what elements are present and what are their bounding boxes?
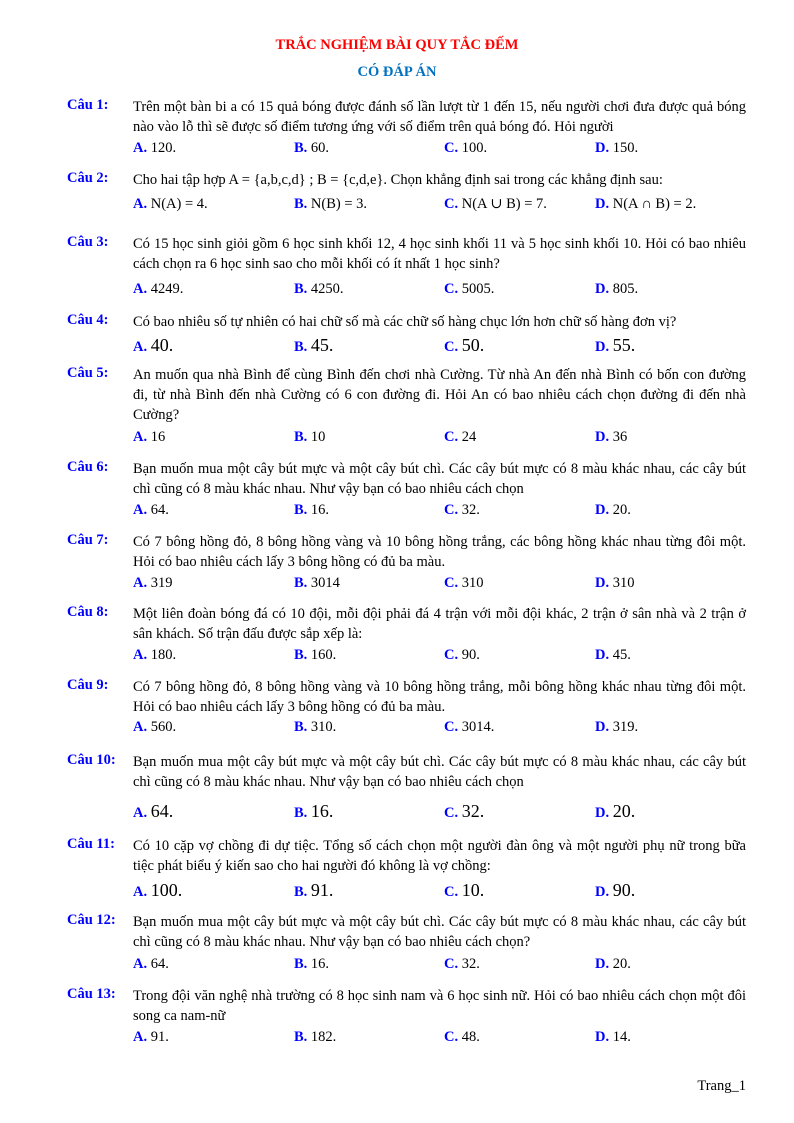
option-value: 10	[310, 429, 326, 445]
option-value: 64.	[150, 956, 169, 972]
option-value: 91.	[310, 880, 334, 900]
option-value: 805.	[612, 281, 639, 297]
option-value: 182.	[310, 1029, 337, 1045]
answer-option[interactable]	[595, 801, 635, 822]
answer-option[interactable]	[294, 429, 325, 446]
option-letter: C.	[444, 805, 459, 821]
option-letter: A.	[133, 956, 148, 972]
option-letter: B.	[294, 140, 308, 156]
answer-option[interactable]	[595, 502, 631, 519]
answer-options	[0, 281, 794, 301]
question-text: Trong đội văn nghệ nhà trường có 8 học sinh nam và 6 học sinh nữ. Hỏi có bao nhiêu cách chọn một đôi song ca nam-nữ	[133, 988, 746, 1024]
answer-option[interactable]	[444, 880, 484, 901]
option-letter: A.	[133, 719, 148, 735]
answer-option[interactable]	[133, 956, 169, 973]
question-text: Một liên đoàn bóng đá có 10 đội, mỗi đội phải đá 4 trận với mỗi đội khác, 2 trận ở sân nhà và 2 trận ở sân khách. Số trận đấu được sắp xếp là:	[133, 606, 746, 642]
answer-option[interactable]	[294, 1029, 336, 1046]
answer-options	[0, 502, 794, 522]
answer-option[interactable]	[133, 335, 173, 356]
option-letter: C.	[444, 719, 459, 735]
option-letter: C.	[444, 956, 459, 972]
option-letter: D.	[595, 140, 610, 156]
option-letter: A.	[133, 647, 148, 663]
option-letter: B.	[294, 647, 308, 663]
question-text: Bạn muốn mua một cây bút mực và một cây bút chì. Các cây bút mực có 8 màu khác nhau, các cây bút chì cũng có 8 màu khác nhau. Như vậy bạn có bao nhiêu cách chọn?	[133, 914, 746, 950]
answer-option[interactable]	[444, 335, 484, 356]
option-letter: C.	[444, 1029, 459, 1045]
page-footer: Trang_1	[697, 1078, 746, 1094]
question-text: Có 10 cặp vợ chồng đi dự tiệc. Tổng số cách chọn một người đàn ông và một người phụ nữ trong bữa tiệc phát biểu ý kiến sao cho hai người đó không là vợ chồng:	[133, 838, 746, 874]
question-label: Câu 8:	[67, 604, 109, 620]
option-value: 16	[150, 429, 166, 445]
question-label: Câu 11:	[67, 836, 115, 852]
question-label: Câu 6:	[67, 459, 109, 475]
answer-options	[0, 956, 794, 976]
question-label: Câu 1:	[67, 97, 109, 113]
option-value: 180.	[150, 647, 177, 663]
answer-option[interactable]	[133, 196, 208, 213]
option-letter: A.	[133, 140, 148, 156]
answer-option[interactable]	[294, 801, 333, 822]
answer-option[interactable]	[444, 801, 484, 822]
option-letter: A.	[133, 575, 148, 591]
answer-option[interactable]	[444, 140, 487, 157]
answer-options	[0, 880, 794, 900]
option-value: 310	[612, 575, 635, 591]
answer-options	[0, 335, 794, 355]
option-letter: D.	[595, 956, 610, 972]
answer-option[interactable]	[133, 719, 176, 736]
option-letter: C.	[444, 281, 459, 297]
option-letter: A.	[133, 805, 148, 821]
question-text: Có 7 bông hồng đỏ, 8 bông hồng vàng và 10 bông hồng trắng, mỗi bông hồng khác nhau từng đôi một. Hỏi có bao nhiêu cách lấy 3 bông hồng có đủ ba màu.	[133, 679, 746, 715]
option-value: 64.	[150, 502, 169, 518]
answer-option[interactable]	[444, 1029, 480, 1046]
question-label: Câu 3:	[67, 234, 109, 250]
option-letter: D.	[595, 502, 610, 518]
option-value: N(A ∪ B) = 7.	[461, 196, 547, 212]
answer-option[interactable]	[294, 575, 340, 592]
answer-option[interactable]	[444, 719, 494, 736]
answer-option[interactable]	[294, 196, 367, 213]
option-letter: D.	[595, 1029, 610, 1045]
answer-option[interactable]	[444, 956, 480, 973]
answer-option[interactable]	[133, 801, 173, 822]
question-text: Cho hai tập hợp A = {a,b,c,d} ; B = {c,d,e}. Chọn khẳng định sai trong các khẳng định sau:	[133, 172, 663, 188]
option-value: 10.	[461, 880, 485, 900]
answer-option[interactable]	[595, 719, 638, 736]
option-value: 60.	[310, 140, 330, 156]
option-letter: D.	[595, 429, 610, 445]
answer-option[interactable]	[133, 140, 176, 157]
answer-options	[0, 575, 794, 595]
question-text: Bạn muốn mua một cây bút mực và một cây bút chì. Các cây bút mực có 8 màu khác nhau, các cây bút chì cũng có 8 màu khác nhau. Như vậy bạn có bao nhiêu cách chọn	[133, 754, 746, 790]
answer-option[interactable]	[294, 502, 329, 519]
answer-option[interactable]	[133, 429, 165, 446]
option-value: 16.	[310, 801, 334, 821]
option-value: 319	[150, 575, 173, 591]
option-letter: B.	[294, 719, 308, 735]
answer-option[interactable]	[444, 281, 494, 298]
option-letter: B.	[294, 575, 308, 591]
option-value: 24	[461, 429, 477, 445]
option-letter: A.	[133, 884, 148, 900]
answer-option[interactable]	[595, 196, 696, 213]
question-label: Câu 5:	[67, 365, 109, 381]
option-letter: D.	[595, 339, 610, 355]
option-letter: D.	[595, 884, 610, 900]
answer-option[interactable]	[133, 502, 169, 519]
option-value: 40.	[150, 335, 174, 355]
option-letter: C.	[444, 140, 459, 156]
option-value: 14.	[612, 1029, 631, 1045]
option-value: 560.	[150, 719, 177, 735]
question-label: Câu 7:	[67, 532, 109, 548]
option-value: 16.	[310, 502, 330, 518]
option-value: 64.	[150, 801, 174, 821]
option-value: 120.	[150, 140, 177, 156]
option-value: 310	[461, 575, 484, 591]
answer-option[interactable]	[133, 880, 182, 901]
answer-option[interactable]	[595, 429, 627, 446]
answer-option[interactable]	[595, 647, 631, 664]
option-value: 91.	[150, 1029, 169, 1045]
answer-option[interactable]	[294, 335, 333, 356]
answer-options	[0, 429, 794, 449]
answer-option[interactable]	[133, 1029, 169, 1046]
option-letter: A.	[133, 429, 148, 445]
option-letter: C.	[444, 196, 459, 212]
option-value: 20.	[612, 956, 631, 972]
answer-option[interactable]	[133, 281, 183, 298]
option-letter: A.	[133, 196, 148, 212]
option-value: 100.	[150, 880, 183, 900]
option-letter: B.	[294, 429, 308, 445]
answer-options	[0, 647, 794, 667]
option-value: 150.	[612, 140, 639, 156]
option-letter: B.	[294, 502, 308, 518]
answer-option[interactable]	[595, 956, 631, 973]
option-letter: D.	[595, 281, 610, 297]
option-value: 310.	[310, 719, 337, 735]
option-value: 32.	[461, 502, 480, 518]
question-text: An muốn qua nhà Bình để cùng Bình đến chơi nhà Cường. Từ nhà An đến nhà Bình có bốn con đường đi, từ nhà Bình đến nhà Cường có 6 con đường đi. Hỏi An có bao nhiêu cách chọn đường đi đến nhà Cường?	[133, 367, 746, 423]
answer-option[interactable]	[294, 880, 333, 901]
option-letter: B.	[294, 1029, 308, 1045]
option-value: 160.	[310, 647, 337, 663]
option-value: 100.	[461, 140, 488, 156]
question-label: Câu 4:	[67, 312, 109, 328]
answer-option[interactable]	[595, 880, 635, 901]
answer-options	[0, 801, 794, 821]
option-letter: A.	[133, 1029, 148, 1045]
option-value: 36	[612, 429, 628, 445]
page-subtitle: CÓ ĐÁP ÁN	[357, 64, 437, 80]
option-value: N(A ∩ B) = 2.	[612, 196, 697, 212]
option-value: 319.	[612, 719, 639, 735]
answer-option[interactable]	[294, 647, 336, 664]
option-value: 3014	[310, 575, 340, 591]
answer-option[interactable]	[294, 956, 329, 973]
option-value: 5005.	[461, 281, 495, 297]
question-text: Có 15 học sinh giỏi gồm 6 học sinh khối 12, 4 học sinh khối 11 và 5 học sinh khối 10. Hỏi có bao nhiêu cách chọn ra 6 học sinh sao cho mỗi khối có ít nhất 1 học sinh?	[133, 236, 746, 272]
option-letter: A.	[133, 281, 148, 297]
answer-options	[0, 140, 794, 160]
answer-option[interactable]	[133, 575, 172, 592]
option-value: 4249.	[150, 281, 184, 297]
option-letter: C.	[444, 647, 459, 663]
page-title: TRẮC NGHIỆM BÀI QUY TẮC ĐẾM	[275, 37, 519, 53]
answer-options	[0, 196, 794, 216]
option-letter: B.	[294, 339, 308, 355]
option-value: 90.	[612, 880, 636, 900]
option-letter: D.	[595, 196, 610, 212]
option-letter: C.	[444, 575, 459, 591]
option-letter: C.	[444, 502, 459, 518]
option-letter: A.	[133, 339, 148, 355]
question-label: Câu 12:	[67, 912, 116, 928]
option-value: 16.	[310, 956, 330, 972]
question-text: Có bao nhiêu số tự nhiên có hai chữ số mà các chữ số hàng chục lớn hơn chữ số hàng đơn vị?	[133, 314, 677, 330]
option-letter: D.	[595, 719, 610, 735]
option-letter: D.	[595, 647, 610, 663]
answer-option[interactable]	[595, 335, 635, 356]
option-letter: B.	[294, 884, 308, 900]
option-value: N(B) = 3.	[310, 196, 368, 212]
option-letter: C.	[444, 429, 459, 445]
option-value: 32.	[461, 801, 485, 821]
option-letter: A.	[133, 502, 148, 518]
question-text: Bạn muốn mua một cây bút mực và một cây bút chì. Các cây bút mực có 8 màu khác nhau, các cây bút chì cũng có 8 màu khác nhau. Như vậy bạn có bao nhiêu cách chọn	[133, 461, 746, 497]
option-letter: C.	[444, 339, 459, 355]
question-text: Trên một bàn bi a có 15 quả bóng được đánh số lần lượt từ 1 đến 15, nếu người chơi đưa được quả bóng nào vào lỗ thì sẽ được số điểm tương ứng với số điểm trên quả bóng đó. Hỏi người	[133, 99, 746, 135]
option-value: 45.	[310, 335, 334, 355]
answer-option[interactable]	[444, 502, 480, 519]
answer-option[interactable]	[444, 429, 476, 446]
answer-option[interactable]	[444, 647, 480, 664]
question-label: Câu 9:	[67, 677, 109, 693]
answer-option[interactable]	[595, 281, 638, 298]
option-letter: C.	[444, 884, 459, 900]
option-value: 48.	[461, 1029, 480, 1045]
option-value: 55.	[612, 335, 636, 355]
option-letter: D.	[595, 575, 610, 591]
answer-option[interactable]	[294, 281, 344, 298]
answer-option[interactable]	[294, 140, 329, 157]
option-value: N(A) = 4.	[150, 196, 208, 212]
option-value: 32.	[461, 956, 480, 972]
question-text: Có 7 bông hồng đỏ, 8 bông hồng vàng và 10 bông hồng trắng, các bông hồng khác nhau từng đôi một. Hỏi có bao nhiêu cách lấy 3 bông hồng có đủ ba màu.	[133, 534, 746, 570]
answer-options	[0, 719, 794, 739]
answer-options	[0, 1029, 794, 1049]
option-letter: B.	[294, 956, 308, 972]
answer-option[interactable]	[294, 719, 336, 736]
option-value: 90.	[461, 647, 480, 663]
option-value: 20.	[612, 502, 631, 518]
option-letter: B.	[294, 805, 308, 821]
answer-option[interactable]	[133, 647, 176, 664]
option-value: 4250.	[310, 281, 344, 297]
option-value: 20.	[612, 801, 636, 821]
question-label: Câu 13:	[67, 986, 116, 1002]
option-letter: D.	[595, 805, 610, 821]
answer-option[interactable]	[444, 196, 547, 213]
option-letter: B.	[294, 281, 308, 297]
option-value: 3014.	[461, 719, 495, 735]
question-label: Câu 2:	[67, 170, 109, 186]
answer-option[interactable]	[595, 575, 634, 592]
answer-option[interactable]	[595, 1029, 631, 1046]
answer-option[interactable]	[595, 140, 638, 157]
option-letter: B.	[294, 196, 308, 212]
question-label: Câu 10:	[67, 752, 116, 768]
answer-option[interactable]	[444, 575, 483, 592]
option-value: 50.	[461, 335, 485, 355]
option-value: 45.	[612, 647, 631, 663]
